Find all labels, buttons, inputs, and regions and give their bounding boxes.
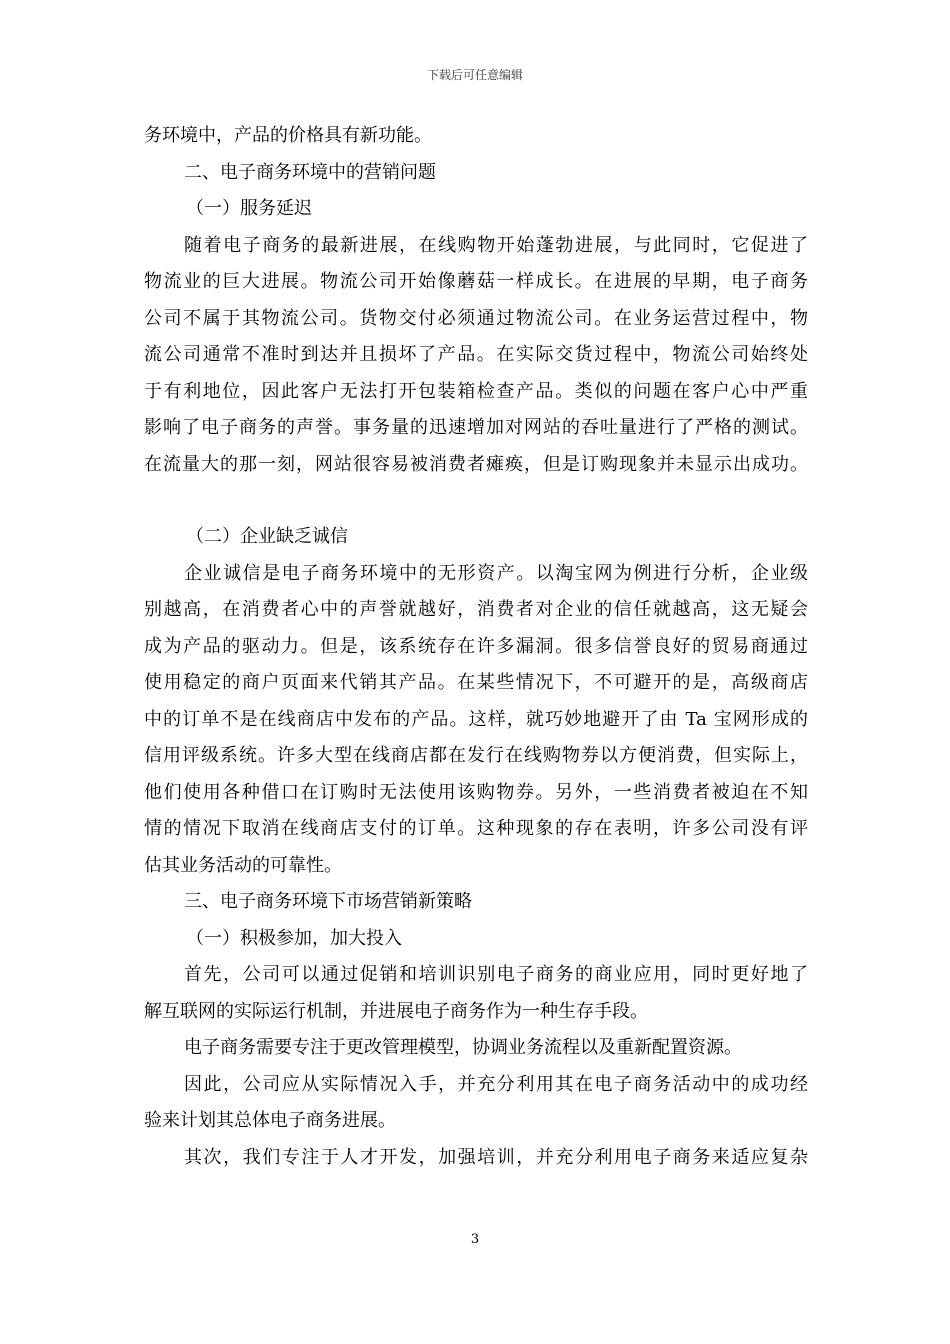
page-header: 下载后可任意编辑	[426, 68, 523, 82]
text-line: 别越高，在消费者心中的声誉就越好，消费者对企业的信任就越高，这无疑会	[144, 599, 808, 620]
text-line: 其次，我们专注于人才开发，加强培训，并充分利用电子商务来适应复杂	[184, 1146, 808, 1168]
text-line: 中的订单不是在线商店中发布的产品。这样，就巧妙地避开了由 Ta 宝网形成的	[144, 708, 808, 730]
text-line: 成为产品的驱动力。但是，该系统存在许多漏洞。很多信誉良好的贸易商通过	[144, 635, 808, 657]
text-line: 流公司通常不准时到达并且损坏了产品。在实际交货过程中，物流公司始终处	[144, 344, 808, 365]
text-line: 企业诚信是电子商务环境中的无形资产。以淘宝网为例进行分析，企业级	[184, 562, 808, 584]
text-line: 解互联网的实际运行机制，并进展电子商务作为一种生存手段。	[144, 1000, 648, 1022]
text-line: 验来计划其总体电子商务进展。	[144, 1110, 396, 1131]
text-line: 首先，公司可以通过促销和培训识别电子商务的商业应用，同时更好地了	[184, 964, 808, 985]
text-line: 物流业的巨大进展。物流公司开始像蘑菇一样成长。在进展的早期，电子商务	[144, 271, 808, 292]
text-line: 信用评级系统。许多大型在线商店都在发行在线购物券以方便消费，但实际上，	[144, 745, 808, 766]
text-line: （二）企业缺乏诚信	[186, 526, 348, 547]
text-line: 于有利地位，因此客户无法打开包装箱检查产品。类似的问题在客户心中严重	[144, 380, 808, 402]
text-line: 估其业务活动的可靠性。	[144, 854, 342, 876]
text-line: 二、电子商务环境中的营销问题	[184, 161, 436, 183]
text-line: 随着电子商务的最新进展，在线购物开始蓬勃进展，与此同时，它促进了	[184, 234, 808, 256]
text-line: （一）积极参加，加大投入	[186, 927, 402, 949]
text-line: 使用稳定的商户页面来代销其产品。在某些情况下，不可避开的是，高级商店	[144, 672, 808, 693]
page-number: 3	[470, 1232, 480, 1247]
text-line: 电子商务需要专注于更改管理模型，协调业务流程以及重新配置资源。	[184, 1037, 742, 1058]
text-line: 公司不属于其物流公司。货物交付必须通过物流公司。在业务运营过程中，物	[144, 307, 808, 329]
text-line: 在流量大的那一刻，网站很容易被消费者瘫痪，但是订购现象并未显示出成功。	[144, 453, 808, 475]
document-body	[144, 118, 808, 1176]
text-line: 他们使用各种借口在订购时无法使用该购物券。另外，一些消费者被迫在不知	[144, 781, 808, 803]
text-line: 影响了电子商务的声誉。事务量的迅速增加对网站的吞吐量进行了严格的测试。	[144, 417, 808, 438]
text-line: （一）服务延迟	[186, 198, 312, 219]
text-line: 三、电子商务环境下市场营销新策略	[184, 891, 472, 912]
text-line: 因此，公司应从实际情况入手，并充分利用其在电子商务活动中的成功经	[184, 1073, 808, 1095]
paragraph-gap	[144, 483, 808, 519]
text-line: 情的情况下取消在线商店支付的订单。这种现象的存在表明，许多公司没有评	[144, 818, 808, 839]
text-line: 务环境中，产品的价格具有新功能。	[144, 125, 432, 146]
